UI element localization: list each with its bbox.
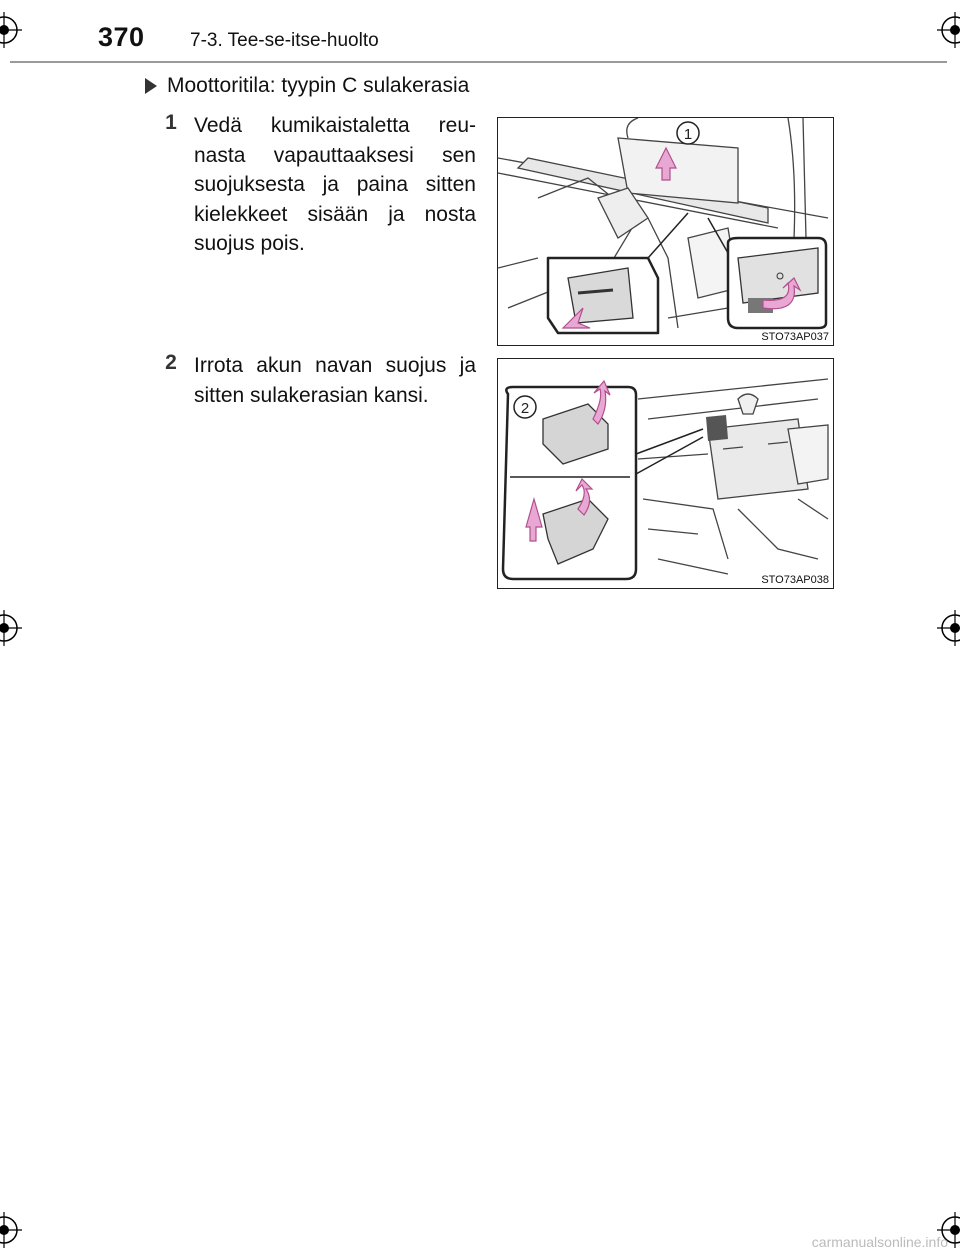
registration-mark-icon <box>0 12 22 48</box>
step-number: 1 <box>165 111 177 134</box>
registration-mark-icon <box>0 1212 22 1248</box>
registration-mark-icon <box>0 610 22 646</box>
section-title: 7-3. Tee-se-itse-huolto <box>190 30 379 51</box>
figure-code: STO73AP037 <box>761 331 829 343</box>
callout-number: 1 <box>683 126 693 143</box>
figure-battery-terminal-cover <box>497 358 834 589</box>
page-number: 370 <box>98 22 145 52</box>
subheading <box>145 74 469 98</box>
registration-mark-icon <box>937 610 960 646</box>
figure-fuse-box-cover <box>497 117 834 346</box>
triangle-bullet-icon <box>145 78 157 94</box>
watermark-text: carmanualsonline.info <box>811 1234 948 1250</box>
step-text: Irrota akun navan suojus ja sitten sulakerasian kansi. <box>194 354 476 407</box>
step-number: 2 <box>165 351 177 374</box>
header-rule <box>10 61 947 63</box>
engine-bay-illustration <box>498 359 833 588</box>
callout-number: 2 <box>520 400 530 417</box>
figure-code: STO73AP038 <box>761 574 829 586</box>
step-text: Vedä kumikaistaletta reu-nasta vapauttaaksesi sen suojuksesta ja paina sitten kielekkeet sisään ja nosta suojus pois. <box>194 114 476 255</box>
subheading-text: Moottoritila: tyypin C sulakerasia <box>167 74 470 97</box>
engine-bay-illustration <box>498 118 833 345</box>
registration-mark-icon <box>937 12 960 48</box>
